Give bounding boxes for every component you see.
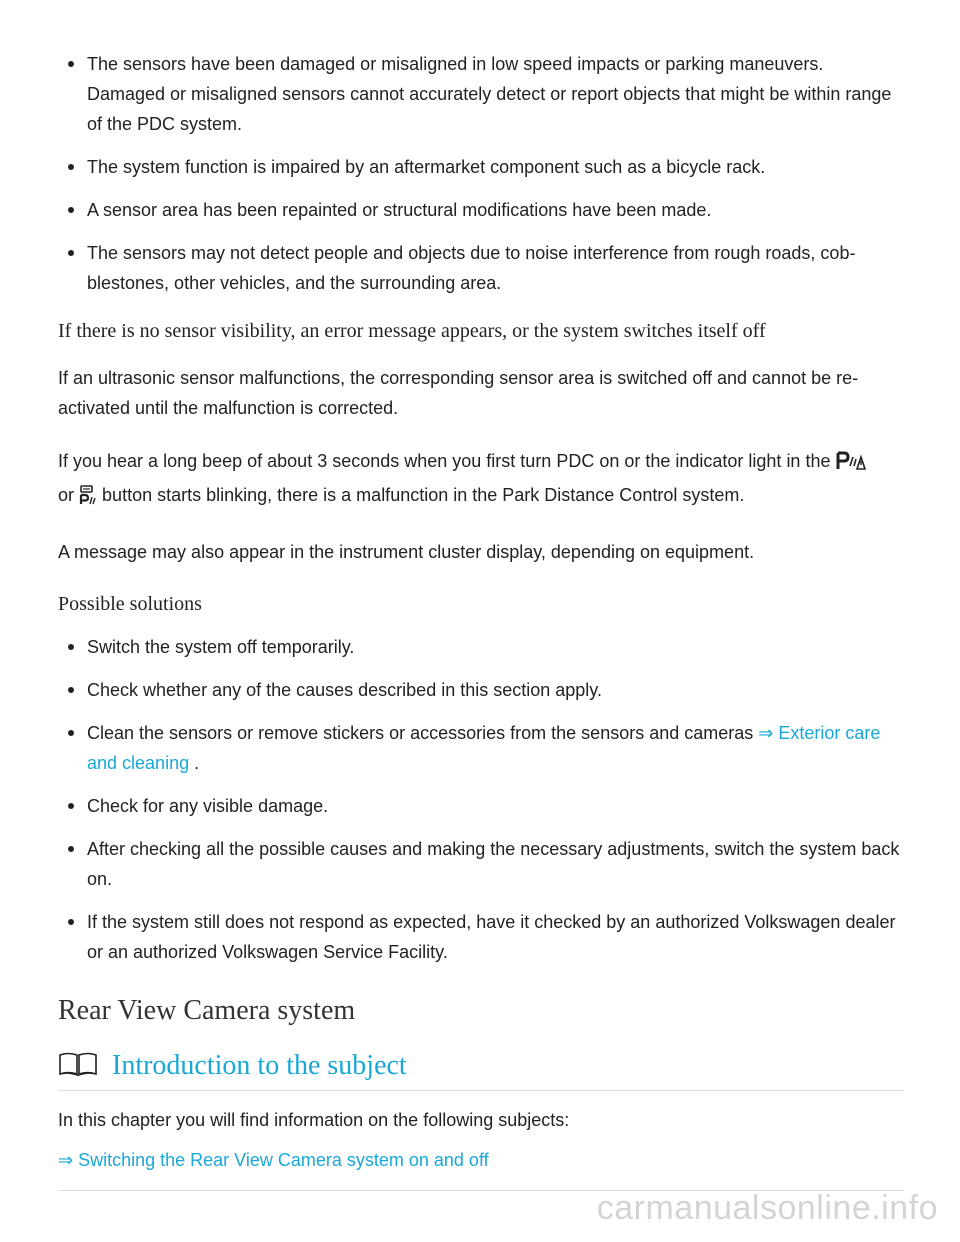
section-heading: Possible solutions: [58, 593, 202, 615]
list-item: [58, 718, 904, 778]
list-item: The sensors have been damaged or misaligned in low speed impacts or parking maneuvers. Damaged or misaligned sensors cannot accurately detect or report objects that might be within range of the PDC system.: [58, 49, 904, 139]
solutions-list: [58, 632, 904, 967]
book-icon: [58, 1051, 98, 1082]
section-heading: If there is no sensor visibility, an error message appears, or the system switches itself off: [58, 320, 766, 342]
list-item: Switch the system off temporarily.: [58, 632, 904, 662]
list-item: The sensors may not detect people and objects due to noise interference from rough roads, cobblestones, other vehicles, and the surrounding area.: [58, 238, 904, 298]
manual-page: [58, 0, 904, 1191]
paragraph: [58, 1145, 904, 1175]
list-item: If the system still does not respond as expected, have it checked by an authorized Volkswagen dealer or an authorized Volkswagen Service Facility.: [58, 907, 904, 967]
list-item: Check whether any of the causes described in this section apply.: [58, 675, 904, 705]
paragraph-text: If you hear a long beep of about 3 seconds when you first turn PDC on or the indicator light in the: [58, 451, 831, 471]
paragraph: A message may also appear in the instrument cluster display, depending on equipment.: [58, 542, 755, 562]
exterior-care-link[interactable]: ⇒ Exterior care and cleaning: [87, 723, 881, 773]
watermark: carmanualsonline.info: [596, 1189, 938, 1227]
intro-title: Introduction to the subject: [112, 1050, 407, 1081]
causes-list: [58, 49, 904, 298]
intro-heading: [58, 1048, 904, 1091]
paragraph-text: button starts blinking, there is a malfunction in the Park Distance Control system.: [102, 485, 745, 505]
paragraph: In this chapter you will find information on the following subjects:: [58, 1110, 570, 1130]
list-item-end: .: [194, 753, 200, 773]
list-item: The system function is impaired by an aftermarket component such as a bicycle rack.: [58, 152, 904, 182]
park-assist-icon: [836, 450, 866, 480]
rear-camera-on-off-link[interactable]: ⇒ Switching the Rear View Camera system on and off: [58, 1150, 489, 1170]
list-item: Check for any visible damage.: [58, 791, 904, 821]
paragraph: [58, 446, 904, 514]
chapter-title: Rear View Camera system: [58, 995, 356, 1026]
list-item: After checking all the possible causes and making the necessary adjustments, switch the system back on.: [58, 834, 904, 894]
paragraph: If an ultrasonic sensor malfunctions, the corresponding sensor area is switched off and cannot be reactivated until the malfunction is corrected.: [58, 368, 859, 418]
list-item: A sensor area has been repainted or structural modifications have been made.: [58, 195, 904, 225]
list-item-text: Clean the sensors or remove stickers or accessories from the sensors and cameras: [87, 723, 754, 743]
parking-button-icon: [79, 484, 97, 514]
paragraph-text: or: [58, 485, 75, 505]
